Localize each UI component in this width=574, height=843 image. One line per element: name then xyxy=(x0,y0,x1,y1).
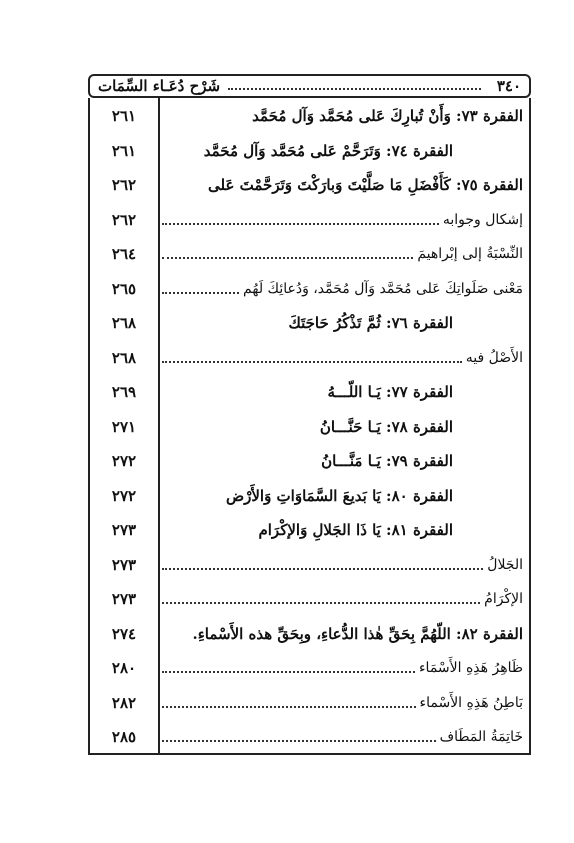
header-dot-leader xyxy=(228,88,481,90)
dot-leader xyxy=(162,257,413,259)
toc-row xyxy=(90,721,529,753)
toc-entry-text: مَعْنى صَلَواتِكَ عَلى مُحَمَّد وَآل مُحَمَّد، وَدُعائِكَ لَهُم xyxy=(243,280,523,297)
toc-row xyxy=(90,411,529,443)
toc-entry-text: الفقرة ٧٥: كَأَفْضَلِ مَا صَلَّيْتَ وَبارَكْتَ وَتَرَحَّمْتَ عَلى xyxy=(208,176,523,194)
toc-row xyxy=(90,618,529,650)
dot-leader xyxy=(162,740,436,742)
toc-row xyxy=(90,342,529,374)
toc-entry-text: الفقرة ٧٤: وَتَرَحَّمْ عَلى مُحَمَّد وَآل مُحَمَّد xyxy=(203,141,453,160)
toc-entry xyxy=(162,652,523,684)
page-header xyxy=(88,74,531,98)
toc-row xyxy=(90,204,529,236)
toc-entry-text: إشكال وجوابه xyxy=(442,211,523,228)
toc-entry xyxy=(162,687,523,719)
dot-leader xyxy=(162,706,416,708)
toc-page-number: ٢٦٤ xyxy=(111,245,137,263)
dot-leader xyxy=(162,602,480,604)
toc-entry-text: الفقرة ٨٠: يَا بَديعَ السَّمَاوَاتِ وَالأَرْض xyxy=(225,486,453,505)
toc-row xyxy=(90,135,529,167)
toc-entry-text: الفقرة ٧٧: يَـا اللّـــهُ xyxy=(327,383,453,401)
toc-row xyxy=(90,549,529,581)
toc-entry-text: الفقرة ٨٢: اللّهُمَّ بِحَقِّ هٰذا الدُّعاءِ، وبِحَقِّ هذه الأَسْماءِ. xyxy=(192,624,523,643)
dot-leader xyxy=(162,671,415,673)
toc-entry-text: الفقرة ٧٩: يَـا مَنَّـــانُ xyxy=(321,452,453,470)
toc-entry xyxy=(162,307,523,339)
toc-row xyxy=(90,238,529,270)
toc-entry xyxy=(162,721,523,753)
toc-entry-text: خَاتِمَةُ المَطَاف xyxy=(439,729,523,745)
toc-row xyxy=(90,652,529,684)
toc-entry xyxy=(162,549,523,581)
toc-entry xyxy=(162,480,523,512)
toc-entry-text: بَاطِنُ هَذِهِ الأَسْماء xyxy=(419,694,523,711)
toc-entry-text: الفقرة ٧٣: وَأَنْ تُبارِكَ عَلى مُحَمَّد وَآل مُحَمَّد xyxy=(252,107,523,125)
toc-entry xyxy=(162,273,523,305)
toc-entry xyxy=(162,100,523,132)
toc-row xyxy=(90,273,529,305)
toc-entry xyxy=(162,583,523,615)
toc-page-number: ٢٧٢ xyxy=(111,452,137,470)
toc-entry xyxy=(162,169,523,201)
toc-page-number: ٢٨٠ xyxy=(111,659,137,677)
toc-entry xyxy=(162,342,523,374)
toc-row xyxy=(90,480,529,512)
toc-page-number: ٢٨٥ xyxy=(111,728,137,746)
toc-row xyxy=(90,100,529,132)
toc-row xyxy=(90,583,529,615)
toc-page-number: ٢٧٣ xyxy=(111,590,137,608)
toc-page-number: ٢٦٢ xyxy=(111,176,137,194)
toc-page-number: ٢٧٣ xyxy=(111,555,137,574)
toc-page-number: ٢٧٤ xyxy=(111,624,137,643)
toc-page-number: ٢٧٢ xyxy=(111,486,137,505)
toc-entry xyxy=(162,238,523,270)
toc-entry-text: الجَلالُ xyxy=(487,556,523,573)
toc-row xyxy=(90,445,529,477)
toc-entry-text: الإكْرَامُ xyxy=(484,591,523,607)
toc-page-number: ٢٦٨ xyxy=(111,314,137,332)
toc-page-number: ٢٦٩ xyxy=(111,383,137,401)
page-number: ٣٤٠ xyxy=(496,77,521,95)
toc-entry xyxy=(162,514,523,546)
toc-row xyxy=(90,169,529,201)
toc-page-number: ٢٦١ xyxy=(111,141,137,160)
toc-entry xyxy=(162,445,523,477)
toc-page-number: ٢٦٥ xyxy=(111,279,137,298)
toc-entry xyxy=(162,204,523,236)
toc-page-number: ٢٦٨ xyxy=(111,348,137,367)
book-title: شَرْح دُعَـاء السِّمَات xyxy=(98,77,221,95)
dot-leader xyxy=(162,223,439,225)
toc-row xyxy=(90,307,529,339)
toc-entry xyxy=(162,135,523,167)
toc-entry-text: ظَاهِرُ هَذِهِ الأَسْمَاء xyxy=(418,660,523,676)
dot-leader xyxy=(162,568,483,570)
toc-page-number: ٢٨٢ xyxy=(111,693,137,712)
toc-row xyxy=(90,514,529,546)
dot-leader xyxy=(162,292,239,294)
toc-entry-text: النِّسْبَةُ إلى إبْراهيمَ xyxy=(417,246,523,262)
dot-leader xyxy=(162,361,462,363)
toc-entry xyxy=(162,411,523,443)
toc-row xyxy=(90,687,529,719)
toc-entry-text: الفقرة ٨١: يَا ذَا الجَلالِ وَالإكْرَام xyxy=(258,521,453,539)
toc-entry-text: الفقرة ٧٦: ثُمَّ تَذْكُرُ حَاجَتَكَ xyxy=(288,314,453,332)
toc-entry-text: الأَصْلُ فيه xyxy=(465,349,523,366)
toc-page-number: ٢٧١ xyxy=(111,417,137,436)
toc-page-number: ٢٧٣ xyxy=(111,521,137,539)
toc-entry xyxy=(162,618,523,650)
toc-page-number: ٢٦٢ xyxy=(111,210,137,229)
table-of-contents xyxy=(88,98,531,755)
toc-entry xyxy=(162,376,523,408)
toc-page-number: ٢٦١ xyxy=(111,107,137,125)
toc-entry-text: الفقرة ٧٨: يَـا حَنَّـــانُ xyxy=(319,417,453,436)
toc-row xyxy=(90,376,529,408)
